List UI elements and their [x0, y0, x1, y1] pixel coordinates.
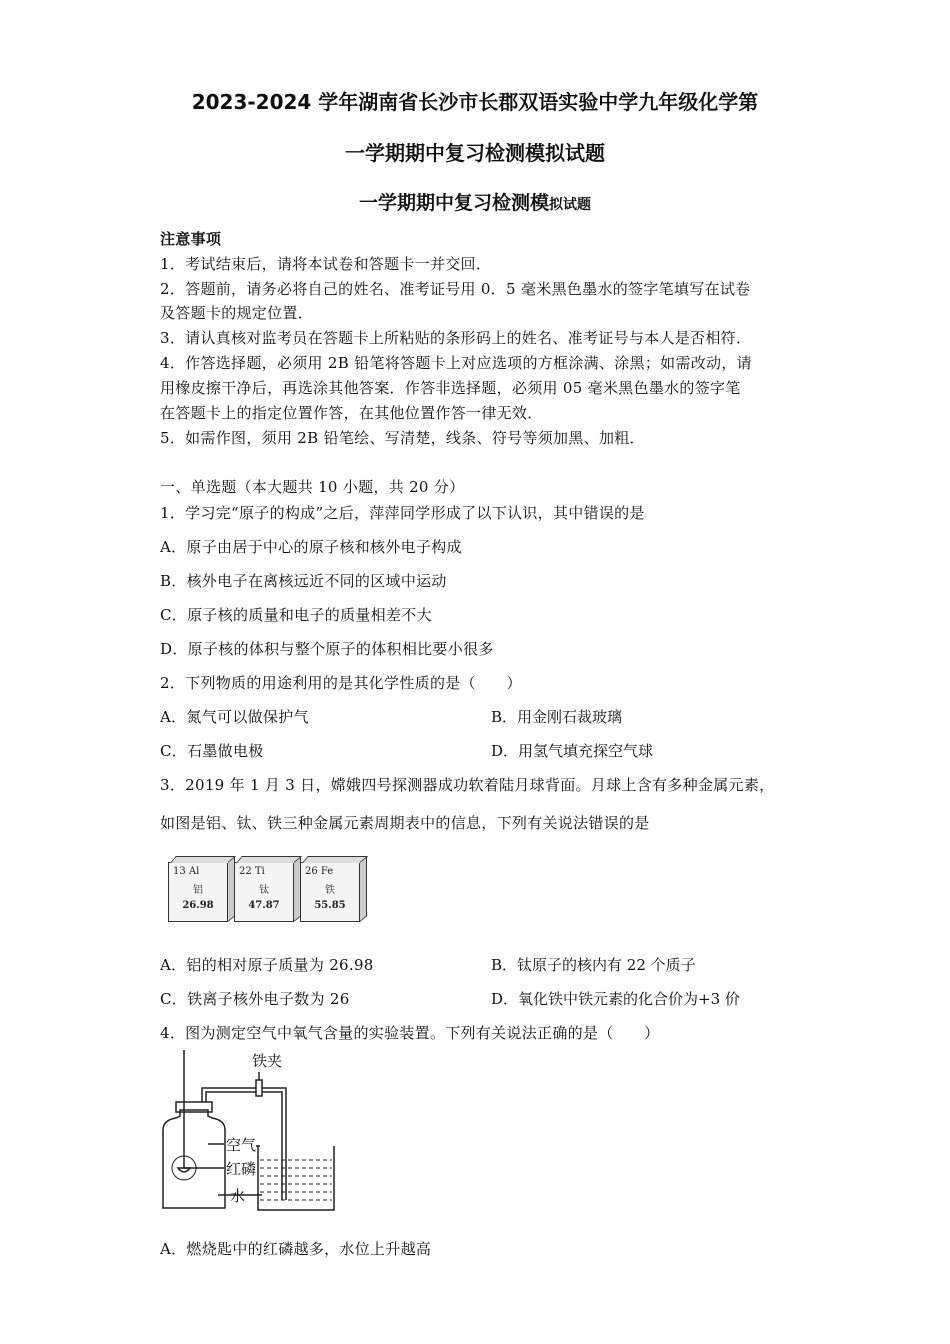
title-line-3-main: 一学期期中复习检测模	[358, 192, 549, 214]
label-air: 空气	[226, 1136, 257, 1154]
label-clamp: 铁夹	[252, 1052, 283, 1070]
q1-stem: 1．学习完“原子的构成”之后，萍萍同学形成了以下认识，其中错误的是	[160, 504, 645, 522]
notes-line: 用橡皮擦干净后，再选涂其他答案．作答非选择题，必须用 05 毫米黑色墨水的签字笔	[160, 379, 741, 397]
q2-option-b: B．用金刚石裁玻璃	[491, 708, 623, 726]
notes-line: 4．作答选择题，必须用 2B 铅笔将答题卡上对应选项的方框涂满、涂黑；如需改动，请	[160, 354, 752, 372]
notes-line: 5．如需作图，须用 2B 铅笔绘、写清楚，线条、符号等须加黑、加粗．	[160, 429, 645, 447]
title-line-3-small: 拟试题	[549, 197, 591, 213]
q3-option-b: B．钛原子的核内有 22 个质子	[491, 956, 696, 974]
q2-option-a: A．氮气可以做保护气	[160, 708, 309, 726]
title-line-3	[0, 188, 950, 215]
q3-option-d: D．氧化铁中铁元素的化合价为+3 价	[491, 990, 740, 1008]
q4-stem: 4．图为测定空气中氧气含量的实验装置。下列有关说法正确的是（ ）	[160, 1024, 660, 1042]
notes-line: 及答题卡的规定位置．	[160, 304, 314, 322]
q3-option-a: A．铝的相对原子质量为 26.98	[160, 956, 374, 974]
notes-heading: 注意事项	[160, 230, 222, 248]
element-name: 铝	[193, 885, 203, 896]
element-card-fe	[300, 862, 360, 922]
q1-option-a: A．原子由居于中心的原子核和核外电子构成	[160, 538, 462, 556]
q3-stem-1: 3．2019 年 1 月 3 日，嫦娥四号探测器成功软着陆月球背面。月球上含有多种金属元素，	[160, 776, 775, 794]
q4-option-a: A．燃烧匙中的红磷越多，水位上升越高	[160, 1240, 432, 1258]
notes-line: 3．请认真核对监考员在答题卡上所粘贴的条形码上的姓名、准考证号与本人是否相符．	[160, 329, 752, 347]
element-card-ti	[234, 862, 294, 922]
element-mass: 47.87	[248, 900, 280, 911]
notes-line: 2．答题前，请务必将自己的姓名、准考证号用 0．5 毫米黑色墨水的签字笔填写在试卷	[160, 280, 751, 298]
q2-stem: 2．下列物质的用途利用的是其化学性质的是（ ）	[160, 674, 522, 692]
element-name: 钛	[259, 885, 269, 896]
element-card-al	[168, 862, 228, 922]
element-name: 铁	[325, 885, 335, 896]
q3-option-c: C．铁离子核外电子数为 26	[160, 990, 350, 1008]
q3-stem-2: 如图是铝、钛、铁三种金属元素周期表中的信息，下列有关说法错误的是	[160, 814, 650, 832]
label-water: 水	[230, 1187, 246, 1205]
element-header: 22 Ti	[239, 866, 265, 877]
q1-option-b: B．核外电子在离核远近不同的区域中运动	[160, 572, 447, 590]
element-mass: 26.98	[182, 900, 214, 911]
q2-option-c: C．石墨做电极	[160, 742, 264, 760]
q1-option-c: C．原子核的质量和电子的质量相差不大	[160, 606, 432, 624]
element-mass: 55.85	[314, 900, 346, 911]
iron-clamp	[256, 1080, 262, 1096]
q1-option-d: D．原子核的体积与整个原子的体积相比要小很多	[160, 640, 494, 658]
element-header: 13 Al	[173, 866, 200, 877]
label-phosphorus: 红磷	[226, 1160, 257, 1178]
notes-line: 1．考试结束后，请将本试卷和答题卡一并交回．	[160, 255, 492, 273]
oxygen-experiment-apparatus	[158, 1050, 348, 1215]
q2-option-d: D．用氢气填充探空气球	[491, 742, 654, 760]
title-line-1: 2023-2024 学年湖南省长沙市长郡双语实验中学九年级化学第	[191, 90, 759, 114]
title-line-2: 一学期期中复习检测模拟试题	[345, 141, 605, 165]
periodic-table-figure	[168, 856, 368, 924]
bottle	[163, 1110, 225, 1208]
notes-line: 在答题卡上的指定位置作答，在其他位置作答一律无效．	[160, 404, 543, 422]
section-heading: 一、单选题（本大题共 10 小题，共 20 分）	[160, 478, 465, 496]
element-header: 26 Fe	[305, 866, 334, 877]
